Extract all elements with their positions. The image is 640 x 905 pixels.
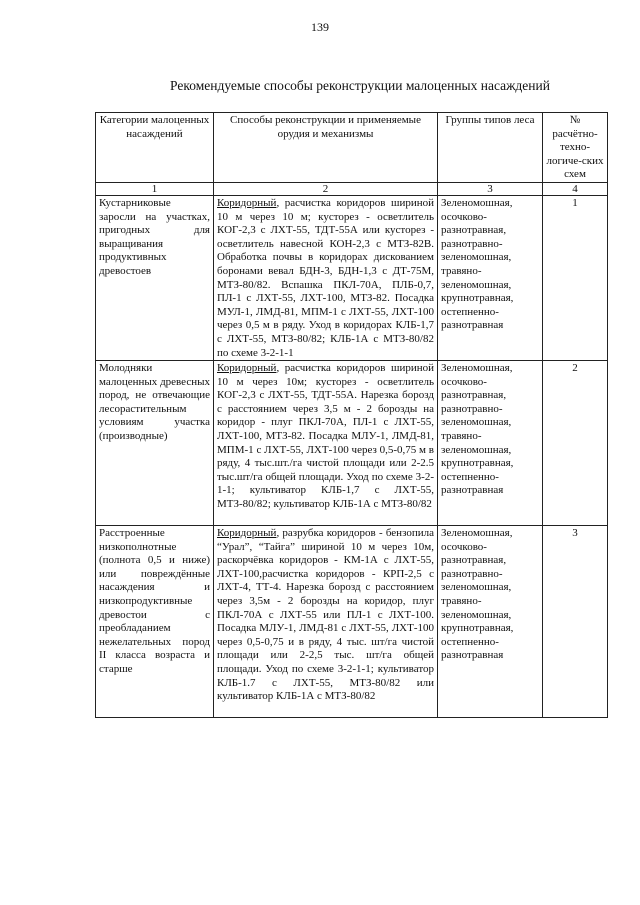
column-number-row [96,182,608,195]
group-line: разнотравная, [441,224,507,237]
document-title: Рекомендуемые способы реконструкции малоценных насаждений [170,78,550,93]
group-line: осочково- [441,375,487,388]
header-category: Категории малоценных насаждений [96,113,214,183]
page-number: 139 [311,20,329,34]
method-cell [214,195,438,360]
group-line: остепненно- [441,470,499,483]
group-line: зеленомошная, [441,416,512,429]
method-text: , расчистка коридоров шириной 10 м через 10м; кусторез - осветлитель КОГ-2,3 с ЛХТ-55, ТДТ-55А. Нарезка борозд с расстоянием через 3,5 м - 2 борозды на коридор - плуг ПКЛ-70А, ПЛ-1 с ЛХТ-55, ЛХТ-100, МТЗ-82. Посадка МЛУ-1, ЛМД-81, МПМ-1 с ЛХТ-55, ЛХТ-100 через 0,5-0,75 м в ряду, 4 тыс.шт./га чистой площади или 2-2.5 тыс.шт/га общей площади. Уход по схеме 3-2-1-1; культиватор КЛБ-1,7 с ЛХТ-55, МТЗ-80/82; культиватор КЛБ-1А с МТЗ-80/82 [217,362,434,511]
method-text: , расчистка коридоров шириной 10 м через 10 м; кусторез - осветлитель КОГ-2,3 с ЛХТ-55, ТДТ-55А или кусторез - осветлитель навесной КОН-2,3 с МТЗ-82В. Обработка почвы в коридорах дискованием боронами вевал БДН-3, БДН-1,3 с ДТ-75М, МТЗ-80/82. Вспашка ПКЛ-70А, ПЛБ-0,7, ПЛ-1 с ЛХТ-55, ЛХТ-100, МТЗ-82. Посадка МУЛ-1, ЛМД-81, МПМ-1 с ЛХТ-55, ЛХТ-100 через 0,5 м в ряду. Уход в коридорах КЛБ-1,7 с ЛХТ-55, МТЗ-80/82; КЛБ-1А с МТЗ-80/82 по схеме 3-2-1-1 [217,196,434,359]
group-line: разнотравная [441,484,504,497]
method-lead: Коридорный [217,362,277,375]
group-line: разнотравно- [441,237,503,250]
table-row [96,526,608,718]
header-forest-groups: Группы типов леса [438,113,543,183]
method-lead: Коридорный [217,527,277,540]
forest-groups-cell [438,526,543,718]
table-row [96,195,608,360]
group-line: остепненно- [441,305,499,318]
table-row [96,361,608,526]
group-line: крупнотравная, [441,457,514,470]
method-cell [214,361,438,526]
group-line: разнотравная [441,649,504,662]
method-cell [214,526,438,718]
header-scheme-number: № расчётно-техно-логиче-ских схем [543,113,608,183]
group-line: разнотравная, [441,389,507,402]
group-line: осочково- [441,210,487,223]
header-methods: Способы реконструкции и применяемые орудия и механизмы [214,113,438,183]
column-number: 2 [214,182,438,195]
group-line: осочково- [441,540,487,553]
forest-groups-cell [438,361,543,526]
forest-groups-cell [438,195,543,360]
reconstruction-methods-table [95,112,608,718]
method-lead: Коридорный [217,196,277,209]
group-line: травяно- [441,595,482,608]
group-line: крупнотравная, [441,622,514,635]
category-cell: Молодняки малоценных древесных пород, не отвечающие лесорастительным условиям участка (производные) [96,361,214,526]
group-line: зеленомошная, [441,581,512,594]
column-number: 3 [438,182,543,195]
group-line: зеленомошная, [441,278,512,291]
group-line: Зеленомошная, [441,362,513,375]
category-cell: Кустарниковые заросли на участках, пригодных для выращивания продуктивных древостоев [96,195,214,360]
group-line: крупнотравная, [441,292,514,305]
category-cell: Расстроенные низкополнотные (полнота 0,5 и ниже) или повреждённые насаждения и низкопродуктивные древостои с преобладанием нежелательных пород II класса возраста и старше [96,526,214,718]
group-line: разнотравно- [441,402,503,415]
scheme-number-cell: 1 [543,195,608,360]
group-line: разнотравная, [441,554,507,567]
group-line: остепненно- [441,635,499,648]
group-line: разнотравно- [441,567,503,580]
group-line: Зеленомошная, [441,196,513,209]
group-line: зеленомошная, [441,608,512,621]
group-line: Зеленомошная, [441,527,513,540]
group-line: травяно- [441,430,482,443]
group-line: зеленомошная, [441,443,512,456]
method-text: , разрубка коридоров - бензопила “Урал”, “Тайга” шириной 10 м через 10м, раскорчёвка коридоров - КМ-1А с ЛХТ-55, ЛХТ-100,расчистка коридоров - КРП-2,5 с ЛХТ-4, ТТ-4. Нарезка борозд с расстоянием через 3,5м - 2 борозды на коридор, плуг ПКЛ-70А с ЛХТ-55 или ПЛ-1 с ЛХТ-100. Посадка МЛУ-1, ЛМД-81 с ЛХТ-55, ЛХТ-100 через 0,5-0,75 и в ряду, 4 тыс. шт/га чистой площади или 2-2,5 тыс. шт/га общей площади. Уход по схеме 3-2-1-1; культиватор КЛБ-1.7 с ЛХТ-55, МТЗ-80/82 или культиватор КЛБ-1А с МТЗ-80/82 [217,527,434,703]
scheme-number-cell: 3 [543,526,608,718]
group-line: травяно- [441,264,482,277]
column-number: 1 [96,182,214,195]
scheme-number-cell: 2 [543,361,608,526]
column-number: 4 [543,182,608,195]
table-header-row [96,113,608,183]
group-line: разнотравная [441,319,504,332]
group-line: зеленомошная, [441,251,512,264]
